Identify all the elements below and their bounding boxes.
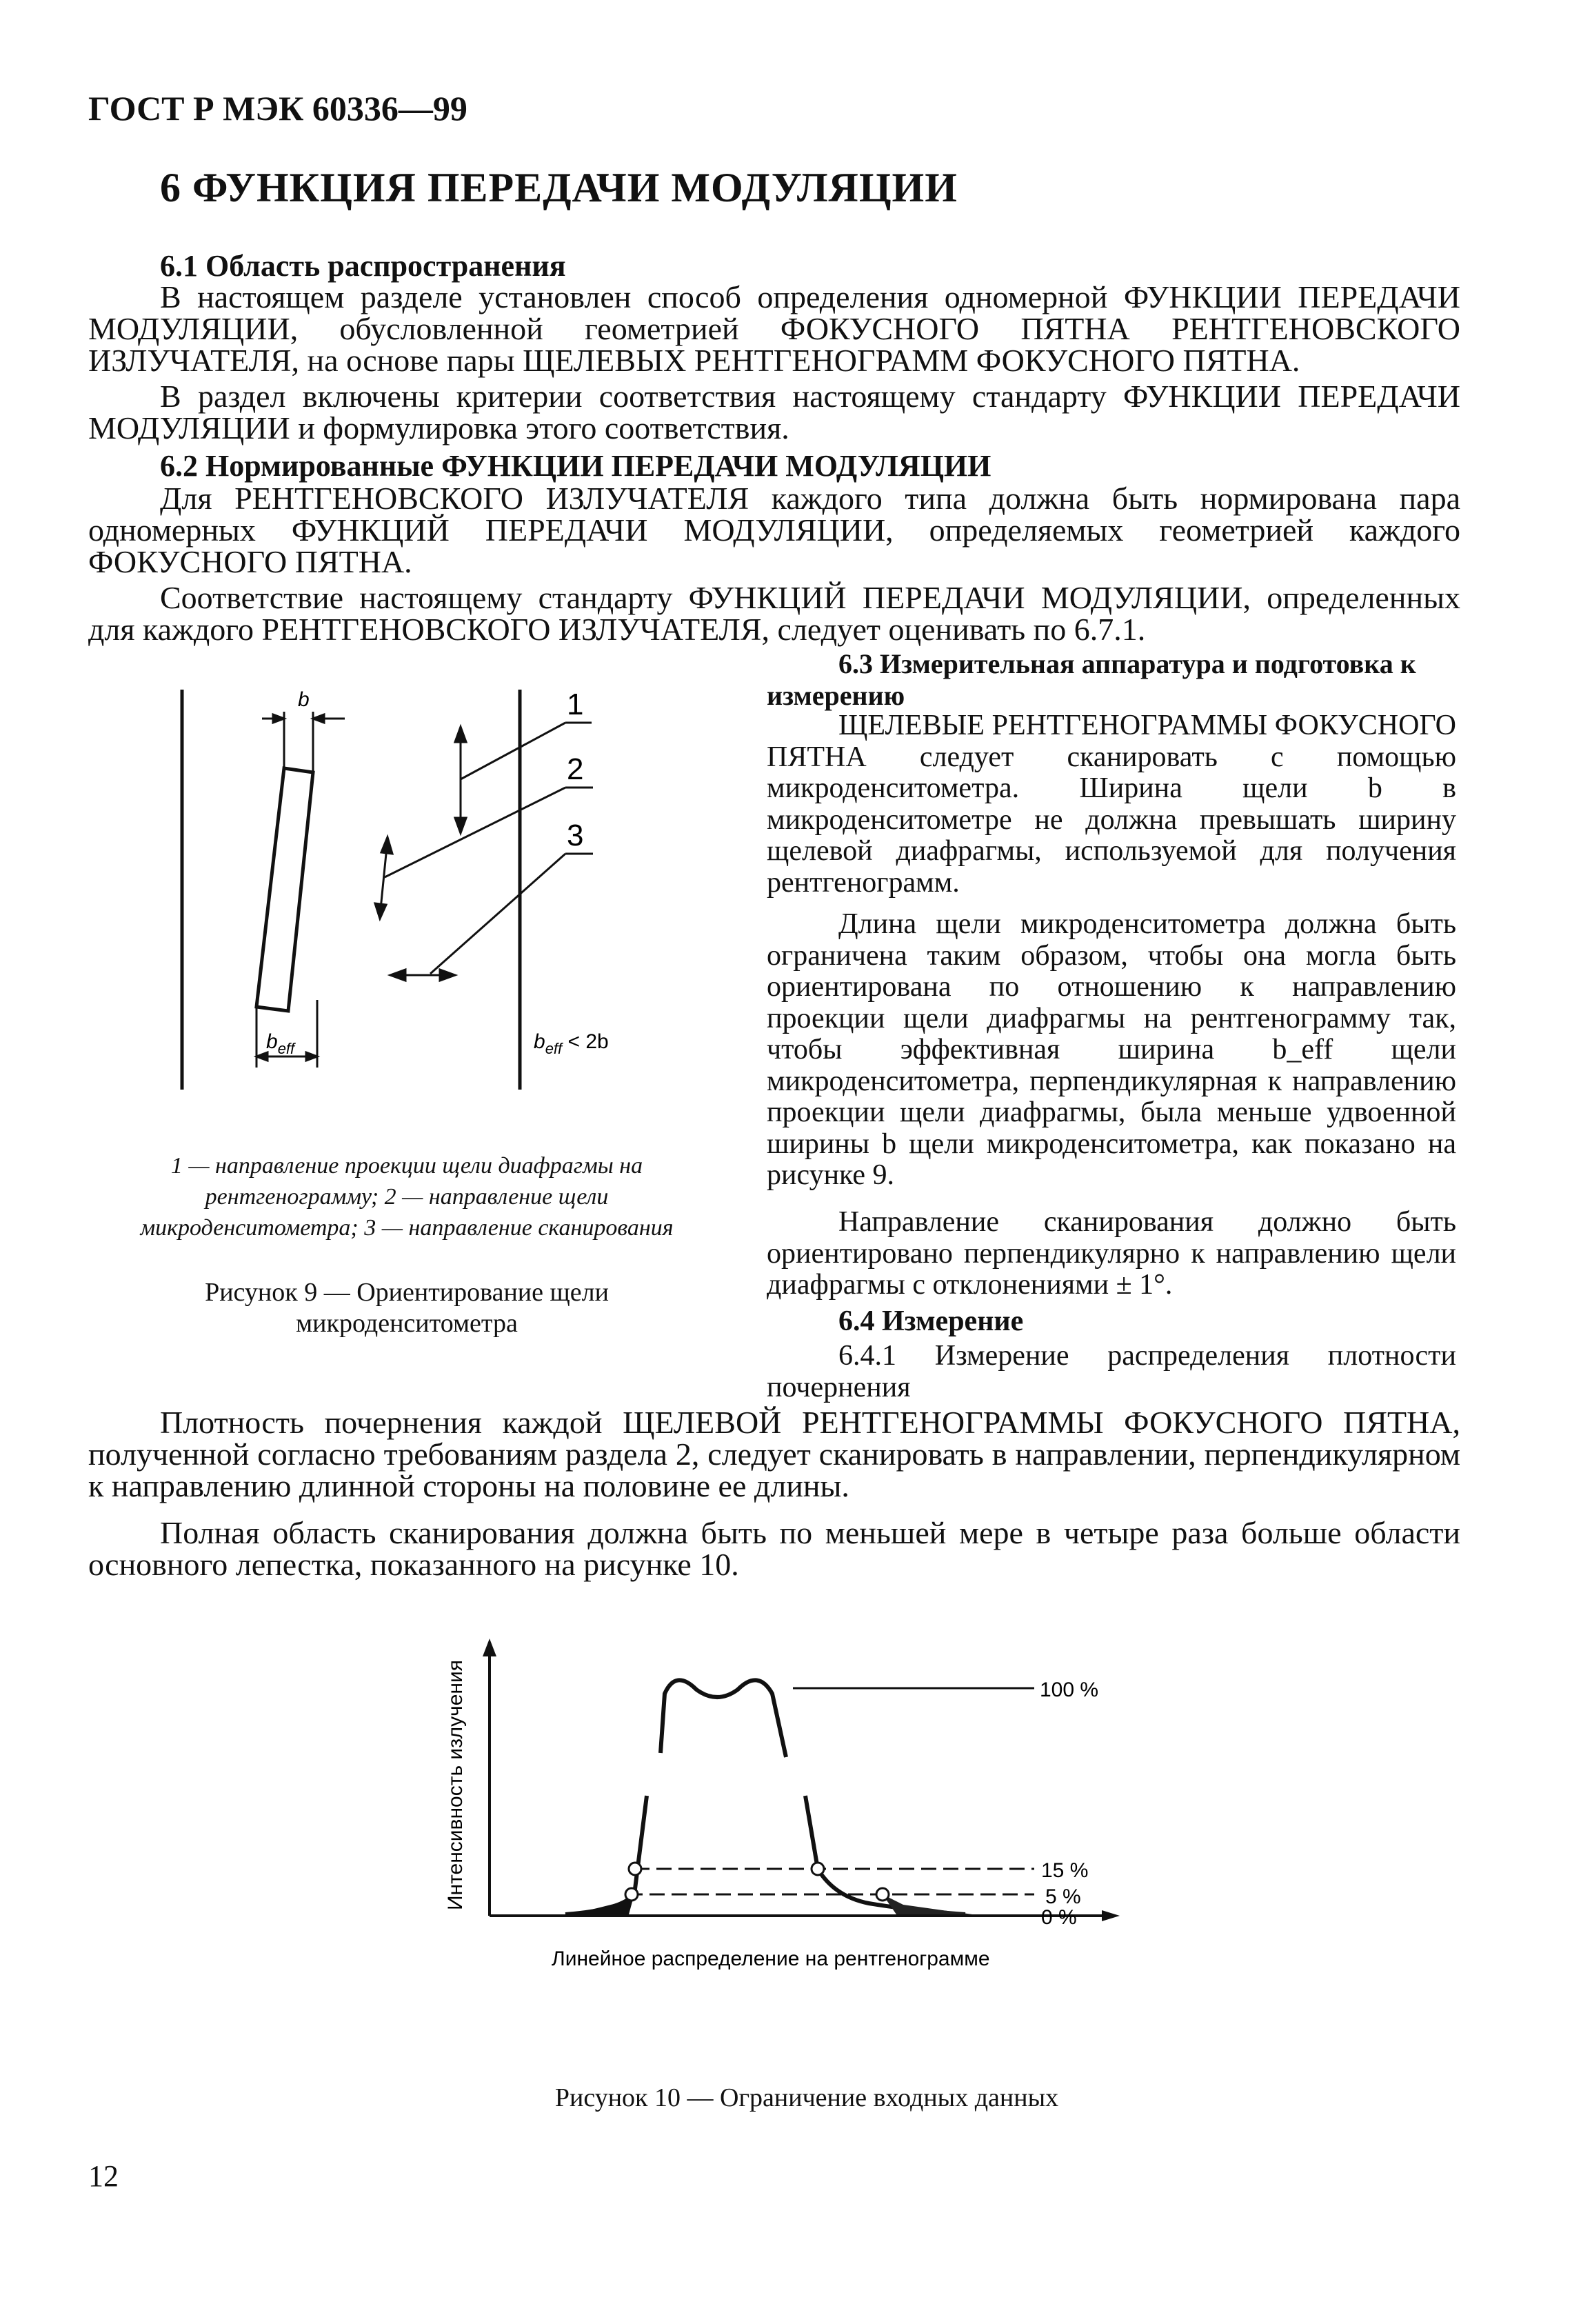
marker-5-left [625,1888,638,1901]
paragraph-6-3-2: Длина щели микроденситометра должна быть ограничена таким образом, чтобы она могла быть ориентирована по отношению к направлению проекции щели диафрагмы на рентгенограмму так, чтобы эффективная ширина b_eff щели микроденситометра, перпендикулярная к направлению проекции щели диафрагмы, была меньше удвоенной ширины b щели микроденситометра, как показано на рисунке 9. [767,908,1456,1191]
label-b: b [298,688,310,711]
paragraph-6-2-2: Соответствие настоящему стандарту ФУНКЦИЙ ПЕРЕДАЧИ МОДУЛЯЦИИ, определенных для каждого РЕНТГЕНОВСКОГО ИЗЛУЧАТЕЛЯ, следует оценивать по 6.7.1. [88,580,1460,647]
x-axis-label: Линейное распределение на рентгенограмме [552,1947,990,1970]
y-axis-label: Интенсивность излучения [444,1659,467,1910]
label-beff-condition: $b_{eff} < 2b$ [534,1030,609,1057]
paragraph-6-3-1: ЩЕЛЕВЫЕ РЕНТГЕНОГРАММЫ ФОКУСНОГО ПЯТНА следует сканировать с помощью микроденситометра. Ширина щели b в микроденситометре не должна превышать ширину щелевой диафрагмы, используемой для получения рентгенограмм. [767,710,1456,899]
callout-3: 3 [567,819,584,852]
right-tail-hatch [883,1894,972,1914]
heading-6-1: 6.1 Область распространения [160,249,566,283]
paragraph-6-2-1: Для РЕНТГЕНОВСКОГО ИЗЛУЧАТЕЛЯ каждого типа должна быть нормирована пара одномерных ФУНКЦИЙ ПЕРЕДАЧИ МОДУЛЯЦИИ, определяемых геометрией каждого ФОКУСНОГО ПЯТНА. [88,481,1460,579]
figure-9-legend: 1 — направление проекции щели диафрагмы на рентгенограмму; 2 — направление щели микроденситометра; 3 — направление сканирования [140,1153,674,1241]
callout-1: 1 [567,688,584,721]
label-beff: $b_{eff}$ [266,1030,295,1057]
paragraph-6-4-1: Плотность почернения каждой ЩЕЛЕВОЙ РЕНТГЕНОГРАММЫ ФОКУСНОГО ПЯТНА, полученной согласно требованиям раздела 2, следует сканировать в направлении, перпендикулярном к направлению длинной стороны на половине ее длины. [88,1405,1460,1503]
marker-15-left [629,1863,641,1875]
paragraph-6-1-2: В раздел включены критерии соответствия настоящему стандарту ФУНКЦИИ ПЕРЕДАЧИ МОДУЛЯЦИИ и формулировка этого соответствия. [88,379,1460,445]
marker-15-right [812,1863,824,1875]
page-number: 12 [88,2159,119,2193]
figure-9-caption: Рисунок 9 — Ориентирование щели микроденситометра [205,1278,609,1338]
label-0: 0 % [1041,1906,1077,1929]
label-15: 15 % [1041,1859,1089,1882]
paragraph-6-1-1: В настоящем разделе установлен способ определения одномерной ФУНКЦИИ ПЕРЕДАЧИ МОДУЛЯЦИИ, обусловленной геометрией ФОКУСНОГО ПЯТНА РЕНТГЕНОВСКОГО ИЗЛУЧАТЕЛЯ, на основе пары ЩЕЛЕВЫХ РЕНТГЕНОГРАММ ФОКУСНОГО ПЯТНА. [88,279,1460,378]
figure-10-caption: Рисунок 10 — Ограничение входных данных [554,2083,1059,2112]
section-title: 6 ФУНКЦИЯ ПЕРЕДАЧИ МОДУЛЯЦИИ [160,165,958,210]
microdensitometer-slit [256,768,313,1011]
paragraph-6-4-2: Полная область сканирования должна быть по меньшей мере в четыре раза больше области основного лепестка, показанного на рисунке 10. [88,1515,1460,1582]
figure-10-chart [427,1634,1186,2021]
subheading-6-4-1: 6.4.1 Измерение распределения плотности почернения [767,1340,1456,1403]
document-header: ГОСТ Р МЭК 60336—99 [88,89,467,128]
intensity-curve [565,1680,965,1914]
figure-9-diagram [138,676,745,1103]
callout-2: 2 [567,752,584,786]
label-100: 100 % [1040,1679,1099,1701]
label-5: 5 % [1045,1885,1081,1908]
heading-6-3: 6.3 Измерительная аппаратура и подготовка к измерению [767,648,1416,711]
heading-6-2: 6.2 Нормированные ФУНКЦИИ ПЕРЕДАЧИ МОДУЛЯЦИИ [160,449,991,483]
marker-5-right [876,1888,889,1901]
heading-6-4: 6.4 Измерение [838,1305,1024,1337]
paragraph-6-3-3: Направление сканирования должно быть ориентировано перпендикулярно к направлению щели диафрагмы с отклонениями ± 1°. [767,1206,1456,1301]
